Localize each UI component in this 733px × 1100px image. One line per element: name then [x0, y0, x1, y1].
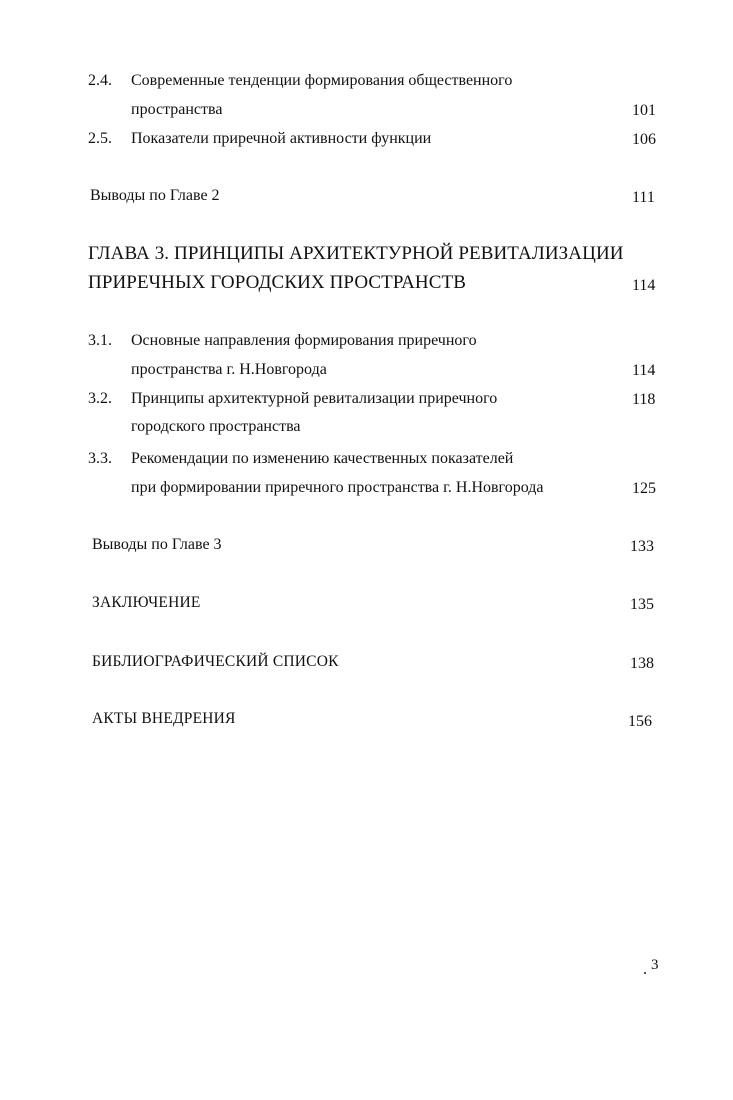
- toc-conclusions-chapter-3: Выводы по Главе 3: [92, 536, 222, 553]
- toc-3-3-title-line1: Рекомендации по изменению качественных показателей: [131, 450, 514, 467]
- toc-3-3-number: 3.3.: [88, 450, 112, 467]
- toc-conclusions-chapter-2-page: 111: [632, 189, 655, 206]
- toc-2-4-number: 2.4.: [88, 72, 112, 89]
- toc-3-3-title-line2: при формировании приречного пространства г. Н.Новгорода: [131, 479, 544, 496]
- toc-2-5-number: 2.5.: [88, 130, 112, 147]
- toc-2-4-title-line2: пространства: [131, 101, 223, 118]
- toc-bibliography-page: 138: [630, 655, 654, 672]
- toc-3-1-title-line2: пространства г. Н.Новгорода: [131, 361, 327, 378]
- toc-acts: АКТЫ ВНЕДРЕНИЯ: [92, 710, 236, 727]
- toc-2-5-title: Показатели приречной активности функции: [131, 130, 432, 147]
- toc-3-3-page: 125: [632, 480, 656, 497]
- toc-chapter-3-heading-line1: ГЛАВА 3. ПРИНЦИПЫ АРХИТЕКТУРНОЙ РЕВИТАЛИЗАЦИИ: [88, 243, 624, 264]
- toc-3-2-page: 118: [632, 391, 656, 408]
- toc-3-2-title-line2: городского пространства: [131, 418, 301, 435]
- toc-2-4-page: 101: [632, 102, 656, 119]
- toc-conclusion-page: 135: [630, 596, 654, 613]
- toc-conclusions-chapter-2: Выводы по Главе 2: [90, 187, 220, 204]
- toc-bibliography: БИБЛИОГРАФИЧЕСКИЙ СПИСОК: [92, 653, 339, 670]
- toc-2-4-title-line1: Современные тенденции формирования общественного: [131, 72, 513, 89]
- toc-chapter-3-heading-line2: ПРИРЕЧНЫХ ГОРОДСКИХ ПРОСТРАНСТВ: [88, 272, 466, 293]
- toc-conclusion: ЗАКЛЮЧЕНИЕ: [92, 594, 201, 611]
- toc-3-1-number: 3.1.: [88, 332, 112, 349]
- toc-chapter-3-page: 114: [632, 277, 656, 294]
- page-number: 3: [651, 957, 659, 973]
- toc-3-2-title-line1: Принципы архитектурной ревитализации приречного: [131, 390, 498, 407]
- toc-acts-page: 156: [628, 713, 652, 730]
- toc-3-1-page: 114: [632, 362, 656, 379]
- toc-3-2-number: 3.2.: [88, 390, 112, 407]
- toc-3-1-title-line1: Основные направления формирования приречного: [131, 332, 477, 349]
- toc-conclusions-chapter-3-page: 133: [630, 538, 654, 555]
- toc-2-5-page: 106: [632, 131, 656, 148]
- scan-speck: [644, 972, 646, 974]
